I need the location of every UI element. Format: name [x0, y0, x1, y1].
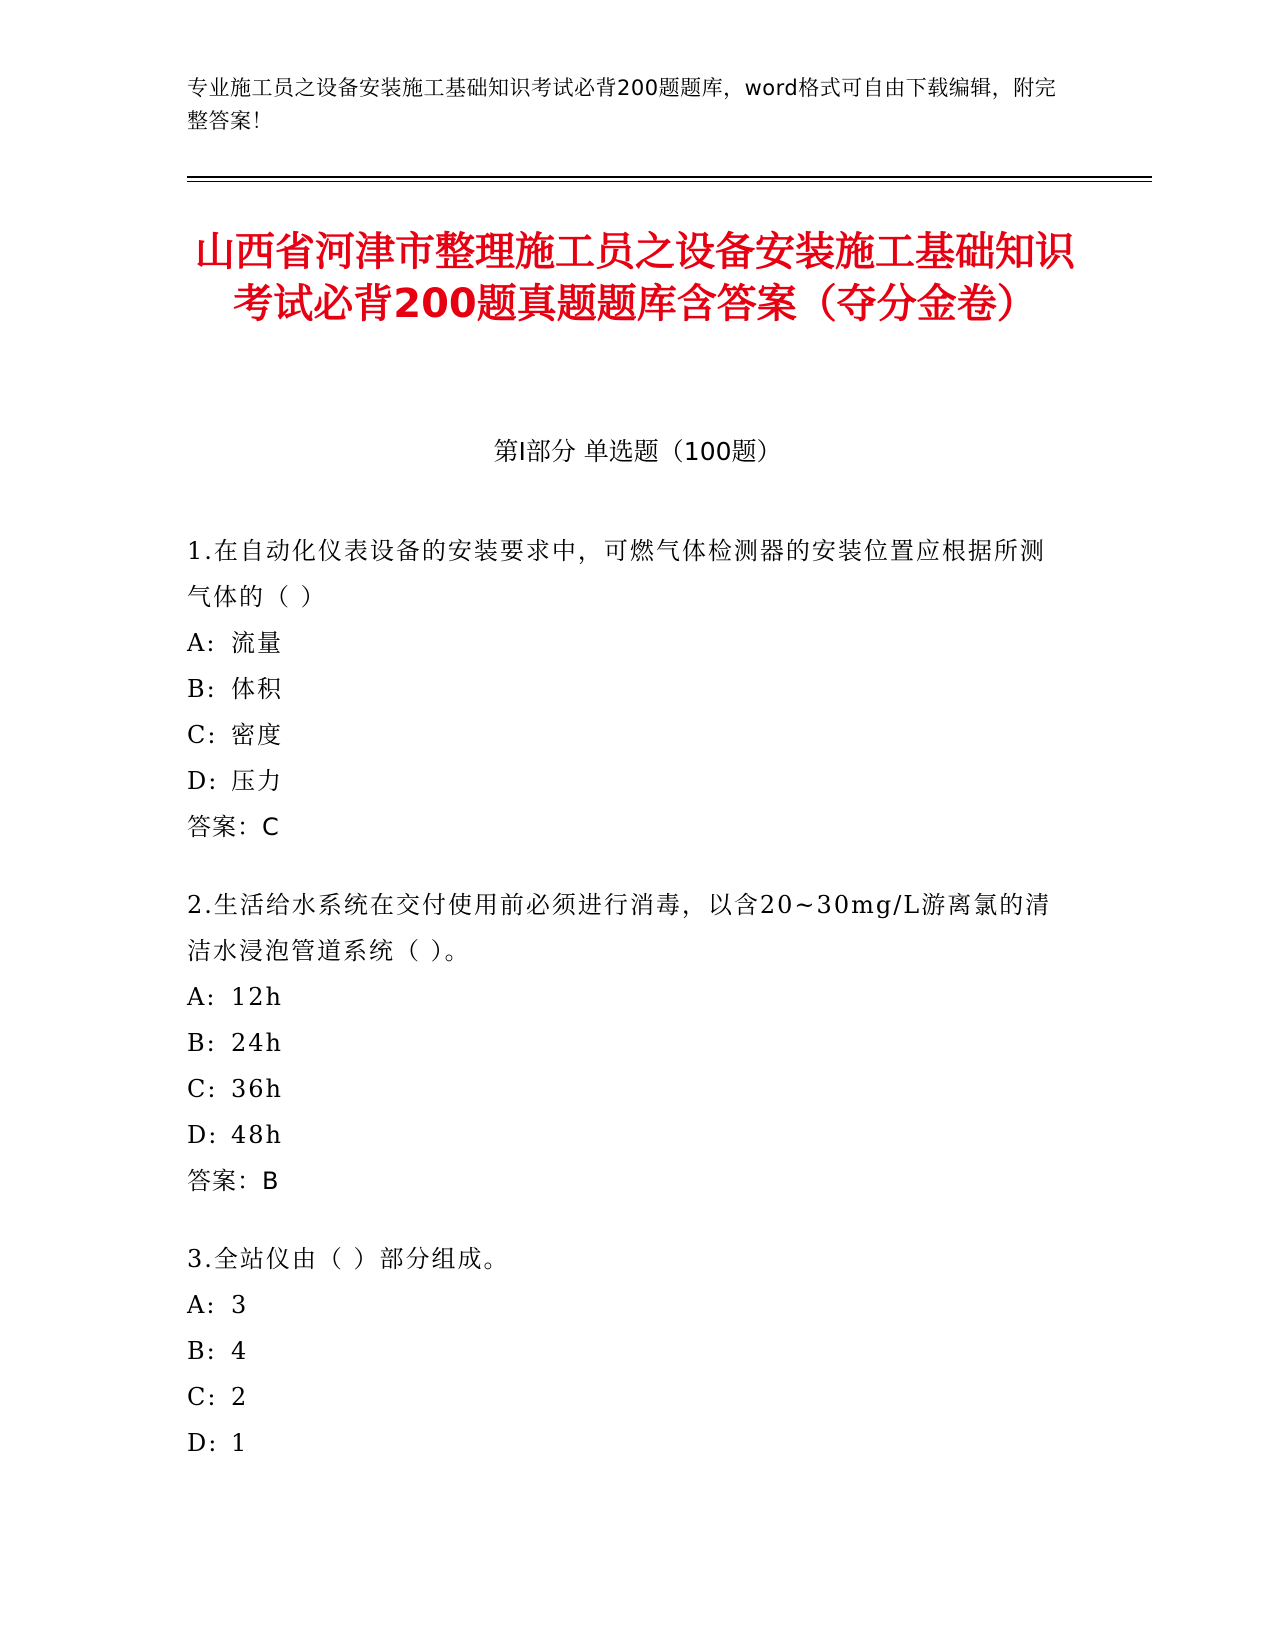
option-label: C:	[187, 721, 218, 749]
answer-option	[187, 1420, 1067, 1466]
option-label: A:	[187, 1291, 217, 1319]
answer-option	[187, 974, 1067, 1020]
answer-option	[187, 666, 1067, 712]
option-label: B:	[187, 675, 217, 703]
option-text: 流量	[231, 629, 283, 657]
answer-option	[187, 1374, 1067, 1420]
question-list	[187, 528, 1067, 1498]
option-text: 体积	[231, 675, 283, 703]
option-label: D:	[187, 1121, 219, 1149]
question-text: 3.全站仪由（ ）部分组成。	[187, 1245, 510, 1273]
question-block	[187, 1236, 1067, 1466]
option-text: 1	[231, 1429, 249, 1457]
header-rule-thick	[187, 176, 1152, 178]
option-label: A:	[187, 983, 217, 1011]
answer-option	[187, 758, 1067, 804]
header-note: 专业施工员之设备安装施工基础知识考试必背200题题库，word格式可自由下载编辑，附完整答案！	[187, 76, 1057, 133]
answer-option	[187, 712, 1067, 758]
section-title: 第Ⅰ部分 单选题（100题）	[493, 437, 782, 466]
option-label: B:	[187, 1029, 217, 1057]
question-text: 1.在自动化仪表设备的安装要求中，可燃气体检测器的安装位置应根据所测气体的（ ）	[187, 537, 1046, 611]
question-block	[187, 882, 1067, 1204]
answer-option	[187, 1282, 1067, 1328]
option-text: 24h	[231, 1029, 283, 1057]
answer-option	[187, 1020, 1067, 1066]
option-label: D:	[187, 1429, 219, 1457]
option-text: 48h	[231, 1121, 283, 1149]
option-label: D:	[187, 767, 219, 795]
answer-option	[187, 1328, 1067, 1374]
option-label: C:	[187, 1383, 218, 1411]
option-text: 密度	[231, 721, 283, 749]
option-text: 4	[231, 1337, 249, 1365]
option-text: 36h	[231, 1075, 283, 1103]
header-rule-thin	[187, 181, 1152, 182]
answer-key: 答案：C	[187, 813, 280, 841]
answer-option	[187, 1066, 1067, 1112]
option-text: 12h	[231, 983, 283, 1011]
question-text: 2.生活给水系统在交付使用前必须进行消毒，以含20~30mg/L游离氯的清洁水浸泡管道系统（ ）。	[187, 891, 1052, 965]
option-text: 压力	[231, 767, 283, 795]
answer-key: 答案：B	[187, 1167, 280, 1195]
option-label: C:	[187, 1075, 218, 1103]
answer-option	[187, 1112, 1067, 1158]
document-title: 山西省河津市整理施工员之设备安装施工基础知识考试必背200题真题题库含答案（夺分金卷）	[195, 229, 1075, 327]
option-text: 3	[231, 1291, 249, 1319]
option-label: A:	[187, 629, 217, 657]
option-label: B:	[187, 1337, 217, 1365]
option-text: 2	[231, 1383, 249, 1411]
answer-option	[187, 620, 1067, 666]
question-block	[187, 528, 1067, 850]
